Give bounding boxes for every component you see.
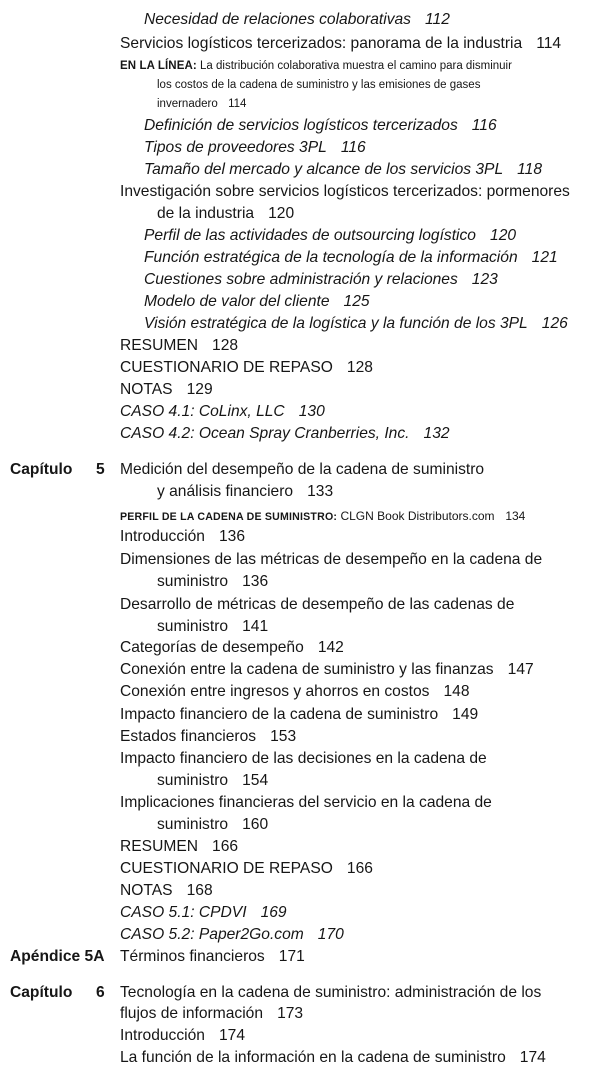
chapter-title: Tecnología en la cadena de suministro: administración de los xyxy=(120,984,542,1001)
chapter-label: Capítulo xyxy=(10,984,73,1001)
toc-entry: Conexión entre ingresos y ahorros en costos 148 xyxy=(120,683,470,700)
en-la-linea-line: los costos de la cadena de suministro y las emisiones de gases xyxy=(157,79,481,91)
toc-entry: Desarrollo de métricas de desempeño de las cadenas de xyxy=(120,596,515,613)
toc-entry-cont: de la industria 120 xyxy=(157,205,295,222)
chapter-number: 6 xyxy=(96,984,105,1001)
toc-entry: Visión estratégica de la logística y la función de los 3PL 126 xyxy=(144,315,568,332)
toc-entry: CUESTIONARIO DE REPASO 166 xyxy=(120,860,373,877)
toc-entry: Tamaño del mercado y alcance de los servicios 3PL 118 xyxy=(144,161,543,178)
toc-entry: Introducción 136 xyxy=(120,528,246,545)
toc-entry: Definición de servicios logísticos tercerizados 116 xyxy=(144,117,497,134)
toc-entry: Conexión entre la cadena de suministro y las finanzas 147 xyxy=(120,661,534,678)
chapter-label: Capítulo xyxy=(10,461,73,478)
toc-entry: CASO 4.1: CoLinx, LLC 130 xyxy=(120,403,325,420)
toc-entry: Impacto financiero de las decisiones en la cadena de xyxy=(120,750,487,767)
toc-entry: Dimensiones de las métricas de desempeño en la cadena de xyxy=(120,551,543,568)
toc-entry: Introducción 174 xyxy=(120,1027,246,1044)
toc-entry: CASO 5.2: Paper2Go.com 170 xyxy=(120,926,344,943)
toc-entry: NOTAS 168 xyxy=(120,882,213,899)
perfil-box: PERFIL DE LA CADENA DE SUMINISTRO: CLGN Book Distributors.com 134 xyxy=(120,509,526,523)
toc-entry-cont: suministro 154 xyxy=(157,772,269,789)
toc-entry-cont: suministro 160 xyxy=(157,816,269,833)
toc-entry: Implicaciones financieras del servicio en la cadena de xyxy=(120,794,492,811)
toc-entry-cont: suministro 141 xyxy=(157,618,269,635)
chapter-number: 5 xyxy=(96,461,105,478)
toc-entry: La función de la información en la cadena de suministro 174 xyxy=(120,1049,546,1066)
chapter-title-cont: flujos de información 173 xyxy=(120,1005,304,1022)
chapter-title-cont: y análisis financiero 133 xyxy=(157,483,334,500)
toc-entry: Estados financieros 153 xyxy=(120,728,297,745)
toc-entry: Servicios logísticos tercerizados: panorama de la industria 114 xyxy=(120,35,562,52)
toc-entry: Cuestiones sobre administración y relaciones 123 xyxy=(144,271,498,288)
en-la-linea-line: invernadero 114 xyxy=(157,98,247,110)
toc-entry-cont: suministro 136 xyxy=(157,573,269,590)
toc-entry: Modelo de valor del cliente 125 xyxy=(144,293,370,310)
appendix-label: Apéndice 5A xyxy=(10,948,105,965)
toc-entry: Función estratégica de la tecnología de la información 121 xyxy=(144,249,558,266)
toc-entry: CASO 4.2: Ocean Spray Cranberries, Inc. 132 xyxy=(120,425,450,442)
toc-entry: Términos financieros 171 xyxy=(120,948,305,965)
toc-entry: Necesidad de relaciones colaborativas 112 xyxy=(144,11,450,28)
toc-entry: Impacto financiero de la cadena de suministro 149 xyxy=(120,706,479,723)
toc-entry: CUESTIONARIO DE REPASO 128 xyxy=(120,359,373,376)
toc-entry: Perfil de las actividades de outsourcing logístico 120 xyxy=(144,227,517,244)
toc-entry: CASO 5.1: CPDVI 169 xyxy=(120,904,287,921)
toc-entry: NOTAS 129 xyxy=(120,381,213,398)
toc-entry: Investigación sobre servicios logísticos tercerizados: pormenores xyxy=(120,183,570,200)
toc-entry: RESUMEN 128 xyxy=(120,337,239,354)
toc-entry: Tipos de proveedores 3PL 116 xyxy=(144,139,366,156)
en-la-linea-box: EN LA LÍNEA: La distribución colaborativa muestra el camino para disminuir xyxy=(120,60,512,72)
chapter-title: Medición del desempeño de la cadena de suministro xyxy=(120,461,485,478)
toc-entry: Categorías de desempeño 142 xyxy=(120,639,344,656)
toc-entry: RESUMEN 166 xyxy=(120,838,239,855)
